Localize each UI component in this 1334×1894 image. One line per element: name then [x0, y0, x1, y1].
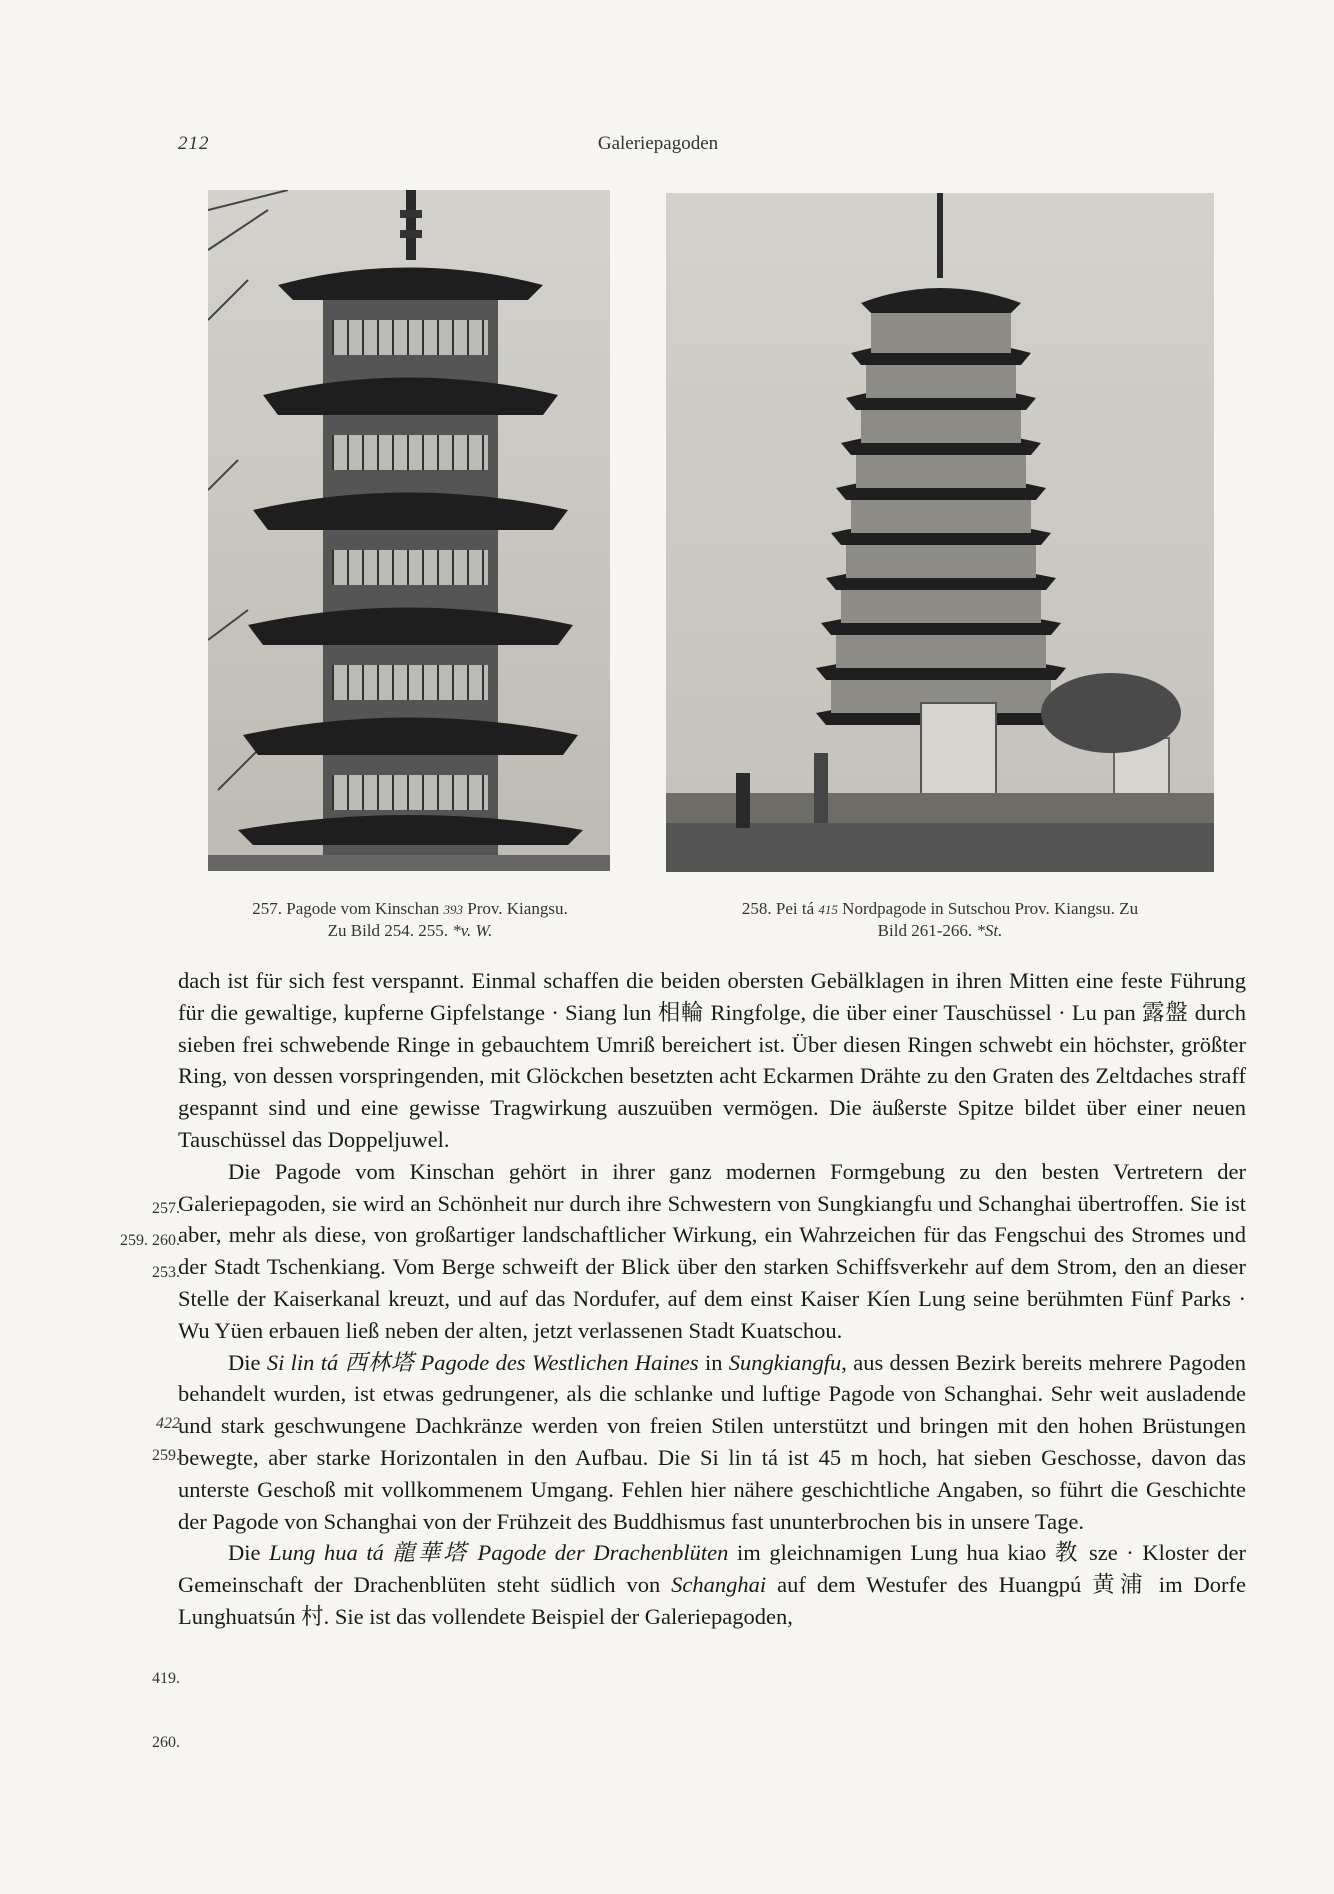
page-header — [178, 133, 1138, 163]
p3-part-c: in — [698, 1349, 729, 1375]
caption-line-1 — [660, 898, 1220, 920]
figure-number: 258. — [741, 899, 772, 918]
photo-credit: *v. W. — [452, 921, 493, 940]
p3-part-a: Die — [228, 1349, 267, 1375]
caption-text-2: Bild 261-266. — [877, 921, 977, 940]
caption-tail: Nordpagode in Sutschou Prov. Kiangsu. Zu — [837, 899, 1139, 918]
page-number: 212 — [178, 133, 210, 154]
figure-258-caption — [660, 898, 1220, 941]
caption-line-2 — [660, 920, 1220, 941]
p4-part-e: auf dem Westufer des Huangpú 黄浦 im Dorfe Lunghuatsún 村. Sie ist das vollendete Beispiel der Galeriepagoden, — [178, 1572, 1247, 1629]
figure-257-photo — [208, 190, 610, 871]
caption-text-2: Zu Bild 254. 255. — [327, 921, 453, 940]
pagoda-kinschan-image — [208, 190, 610, 871]
body-text — [178, 965, 1246, 1633]
margin-note-419: 419. — [152, 1670, 180, 1687]
paragraph-1: dach ist für sich fest verspannt. Einmal schaffen die beiden obersten Gebälklagen in ihren Mitten eine feste Führung für die gewaltige, kupferne Gipfelstange · Siang lun 相輪 Ringfolge, die über einer Tauschüssel · Lu pan 露盤 durch sieben frei schwebende Ringe in gebauchtem Umriß bereichert ist. Über diesen Ringen schwebt ein höchster, größter Ring, von dessen vorspringenden, mit Glöckchen besetzten acht Eckarmen Drähte zu den Graten des Zeltdaches straff gespannt sind und eine gewisse Tragwirkung auszuüben vermögen. Die äußerste Spitze bildet über einer neuen Tauschüssel das Doppeljuwel. — [178, 968, 1246, 1152]
p4-part-d: Schanghai — [671, 1572, 767, 1598]
caption-tail: Prov. Kiangsu. — [463, 899, 568, 918]
caption-ref: 415 — [818, 902, 838, 917]
caption-ref: 393 — [443, 902, 464, 917]
margin-note-257: 257. — [152, 1200, 180, 1217]
margin-note-260: 260. — [152, 1734, 180, 1751]
margin-note-253: 253. — [152, 1264, 180, 1281]
photo-credit: *St. — [976, 921, 1003, 940]
caption-line-2 — [190, 920, 630, 941]
figure-number: 257. — [252, 899, 283, 918]
figure-257-caption — [190, 898, 630, 941]
pagoda-sutschou-image — [666, 193, 1214, 872]
paragraph-3 — [178, 1347, 1246, 1538]
caption-text: Pei tá — [771, 899, 819, 918]
margin-note-259-260: 259. 260. — [120, 1232, 180, 1249]
p4-part-c: im gleichnamigen Lung hua kiao 教 sze · Kloster der Gemeinschaft der Drachenblüten steht südlich von — [178, 1540, 1246, 1598]
figure-258-photo — [666, 193, 1214, 872]
p4-part-a: Die — [228, 1540, 270, 1566]
p3-part-d: Sungkiangfu — [728, 1349, 842, 1375]
paragraph-2: Die Pagode vom Kinschan gehört in ihrer ganz modernen Formgebung zu den besten Vertretern der Galeriepagoden, sie wird an Schönheit nur durch ihre Schwestern von Sungkiangfu und Schanghai übertroffen. Sie ist aber, mehr als diese, von großartiger landschaftlicher Wirkung, ein Wahrzeichen für das Fengschui des Stromes und der Stadt Tschenkiang. Vom Berge schweift der Blick über den starken Schiffsverkehr auf dem Strom, den an dieser Stelle der Kaiserkanal kreuzt, und auf das Nordufer, auf dem einst Kaiser Kíen Lung seine berühmten Fünf Parks · Wu Yüen erbauen ließ neben der alten, jetzt verlassenen Stadt Kuatschou. — [178, 1158, 1246, 1343]
p3-part-e: , aus dessen Bezirk bereits mehrere Pagoden behandelt wurden, ist etwas gedrungener, als die schlanke und luftige Pagode von Schanghai. Sehr weit ausladende und stark geschwungene Dachkränze werden von freien Stilen unterstützt und bringen mit den hohen Brüstungen bewegte, aber starke Horizontalen in den Aufbau. Die Si lin tá ist 45 m hoch, hat sieben Geschosse, davon das unterste Geschoß mit vollkommenem Umgang. Fehlen hier nähere geschichtliche Angaben, so führt die Geschichte der Pagode von Schanghai von der Frühzeit des Buddhismus fast ununterbrochen bis in unsere Tage. — [178, 1349, 1246, 1534]
margin-note-259: 259. — [152, 1447, 180, 1464]
caption-text: Pagode vom Kinschan — [282, 899, 444, 918]
p3-part-b: Si lin tá 西林塔 Pagode des Westlichen Haines — [266, 1349, 699, 1375]
caption-line-1 — [190, 898, 630, 920]
margin-note-422: 422 — [156, 1415, 180, 1432]
paragraph-4 — [178, 1537, 1246, 1632]
running-title: Galeriepagoden — [597, 133, 719, 154]
p4-part-b: Lung hua tá 龍華塔 Pagode der Drachenblüten — [269, 1540, 729, 1566]
